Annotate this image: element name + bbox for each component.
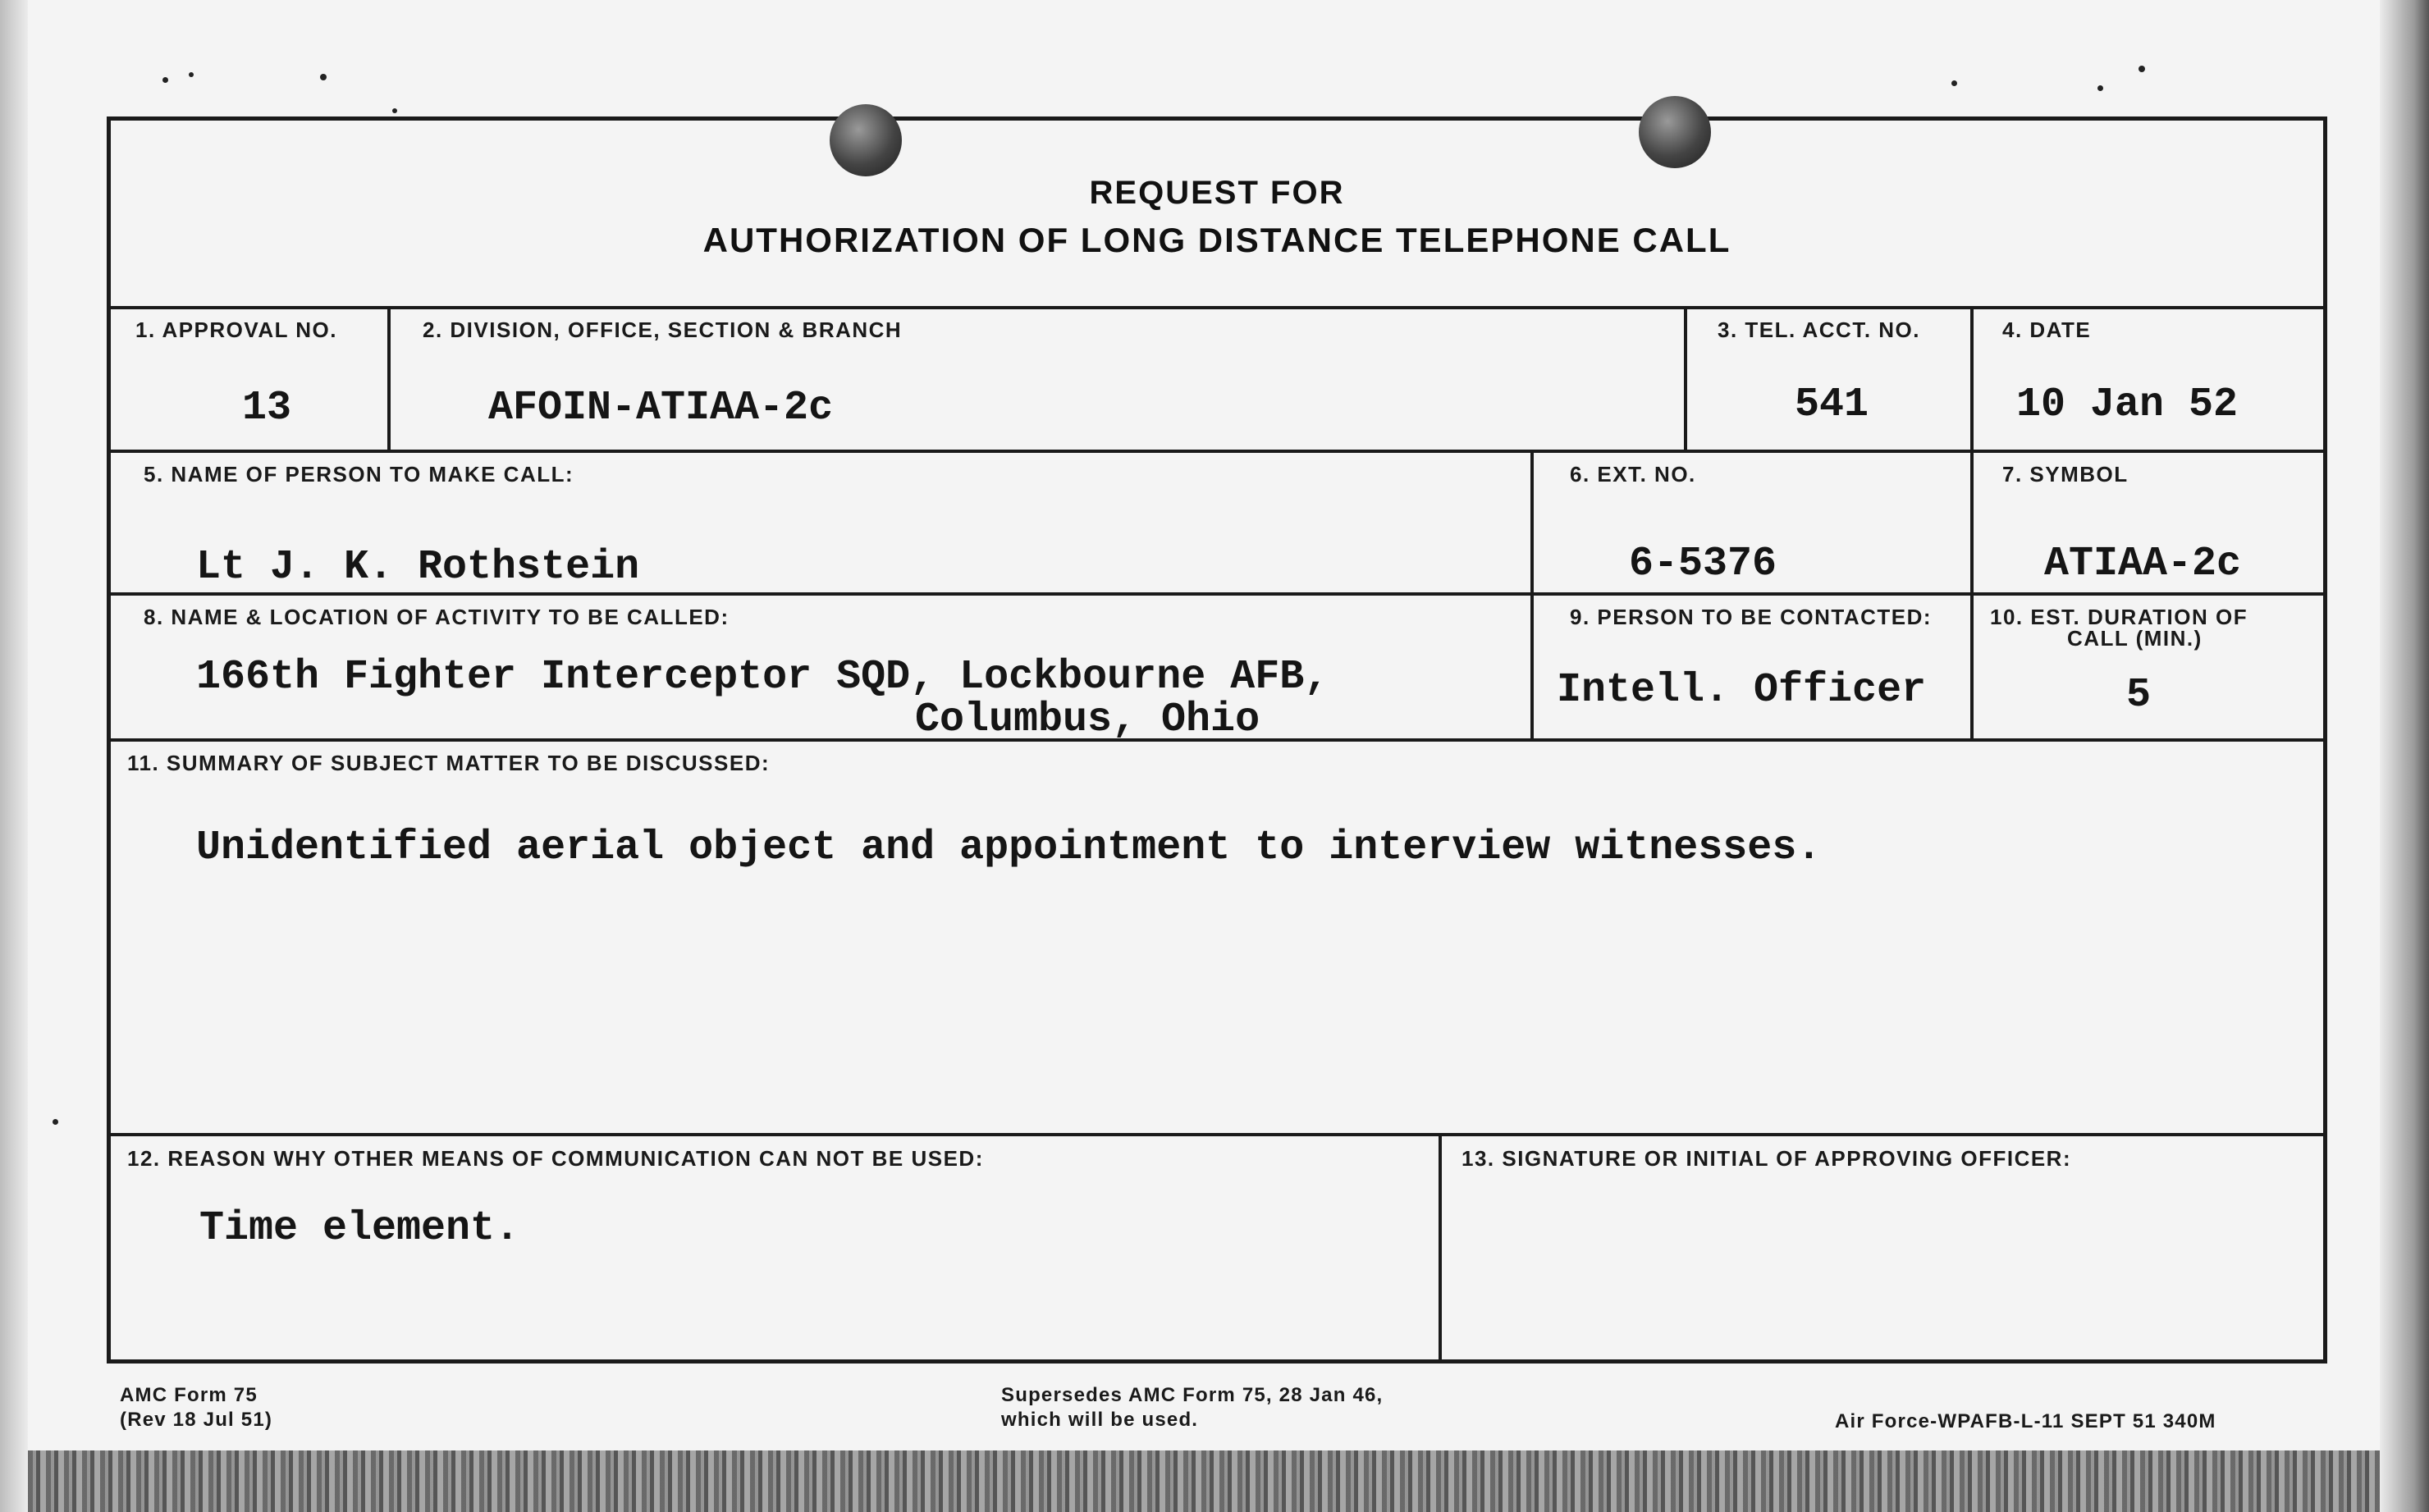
scan-edge-bottom bbox=[28, 1450, 2380, 1512]
punch-hole bbox=[1639, 96, 1711, 168]
column-divider bbox=[1684, 306, 1687, 450]
contact-value: Intell. Officer bbox=[1557, 667, 1927, 714]
supersedes-line2: which will be used. bbox=[1001, 1409, 1199, 1431]
form-number-line1: AMC Form 75 bbox=[120, 1384, 258, 1406]
row-divider bbox=[111, 450, 2323, 453]
ext-no-value: 6-5376 bbox=[1629, 541, 1777, 587]
form-title-line2: AUTHORIZATION OF LONG DISTANCE TELEPHONE CALL bbox=[702, 221, 1731, 259]
telephone-request-form bbox=[107, 116, 2327, 1364]
column-divider bbox=[1970, 306, 1974, 738]
column-divider bbox=[1530, 450, 1534, 738]
row-divider bbox=[111, 306, 2323, 309]
form-title-line1: REQUEST FOR bbox=[1089, 175, 1345, 211]
caller-name-value: Lt J. K. Rothstein bbox=[196, 544, 640, 591]
column-divider bbox=[387, 306, 391, 450]
scan-speck bbox=[53, 1119, 58, 1125]
scan-speck bbox=[189, 72, 194, 77]
scan-speck bbox=[2097, 85, 2103, 91]
supersedes-line1: Supersedes AMC Form 75, 28 Jan 46, bbox=[1001, 1384, 1384, 1406]
symbol-label: 7. SYMBOL bbox=[2002, 462, 2129, 486]
signature-label: 13. SIGNATURE OR INITIAL OF APPROVING OFFICER: bbox=[1462, 1146, 2072, 1171]
scan-speck bbox=[2139, 66, 2145, 72]
activity-value-line1: 166th Fighter Interceptor SQD, Lockbourne AFB, bbox=[196, 654, 1329, 701]
scan-speck bbox=[1951, 80, 1957, 86]
scan-speck bbox=[392, 108, 397, 113]
punch-hole bbox=[830, 104, 902, 176]
approval-no-label: 1. APPROVAL NO. bbox=[135, 317, 337, 342]
date-label: 4. DATE bbox=[2002, 317, 2092, 342]
division-label: 2. DIVISION, OFFICE, SECTION & BRANCH bbox=[423, 317, 903, 342]
ext-no-label: 6. EXT. NO. bbox=[1570, 462, 1696, 486]
duration-value: 5 bbox=[2126, 672, 2152, 719]
scan-speck bbox=[162, 77, 168, 83]
duration-label-line2: CALL (MIN.) bbox=[2067, 626, 2203, 651]
division-value: AFOIN-ATIAA-2c bbox=[488, 385, 834, 432]
summary-value: Unidentified aerial object and appointment to interview witnesses. bbox=[196, 825, 1822, 871]
form-number-line2: (Rev 18 Jul 51) bbox=[120, 1409, 273, 1431]
column-divider bbox=[1439, 1133, 1442, 1359]
tel-acct-value: 541 bbox=[1795, 381, 1869, 428]
reason-value: Time element. bbox=[199, 1205, 520, 1252]
caller-name-label: 5. NAME OF PERSON TO MAKE CALL: bbox=[144, 462, 574, 486]
tel-acct-label: 3. TEL. ACCT. NO. bbox=[1718, 317, 1920, 342]
activity-value-line2: Columbus, Ohio bbox=[915, 697, 1260, 743]
summary-label: 11. SUMMARY OF SUBJECT MATTER TO BE DISCUSSED: bbox=[127, 751, 771, 775]
date-value: 10 Jan 52 bbox=[2016, 381, 2239, 428]
printer-imprint: Air Force-WPAFB-L-11 SEPT 51 340M bbox=[1835, 1410, 2216, 1432]
approval-no-value: 13 bbox=[242, 385, 292, 432]
symbol-value: ATIAA-2c bbox=[2044, 541, 2242, 587]
row-divider bbox=[111, 592, 2323, 596]
duration-label-line1: 10. EST. DURATION OF bbox=[1990, 605, 2248, 629]
row-divider bbox=[111, 1133, 2323, 1136]
activity-label: 8. NAME & LOCATION OF ACTIVITY TO BE CALLED: bbox=[144, 605, 730, 629]
contact-label: 9. PERSON TO BE CONTACTED: bbox=[1570, 605, 1933, 629]
scan-edge-left bbox=[0, 0, 28, 1512]
scan-edge-right bbox=[2380, 0, 2429, 1512]
reason-label: 12. REASON WHY OTHER MEANS OF COMMUNICATION CAN NOT BE USED: bbox=[127, 1146, 984, 1171]
scan-speck bbox=[320, 74, 327, 80]
